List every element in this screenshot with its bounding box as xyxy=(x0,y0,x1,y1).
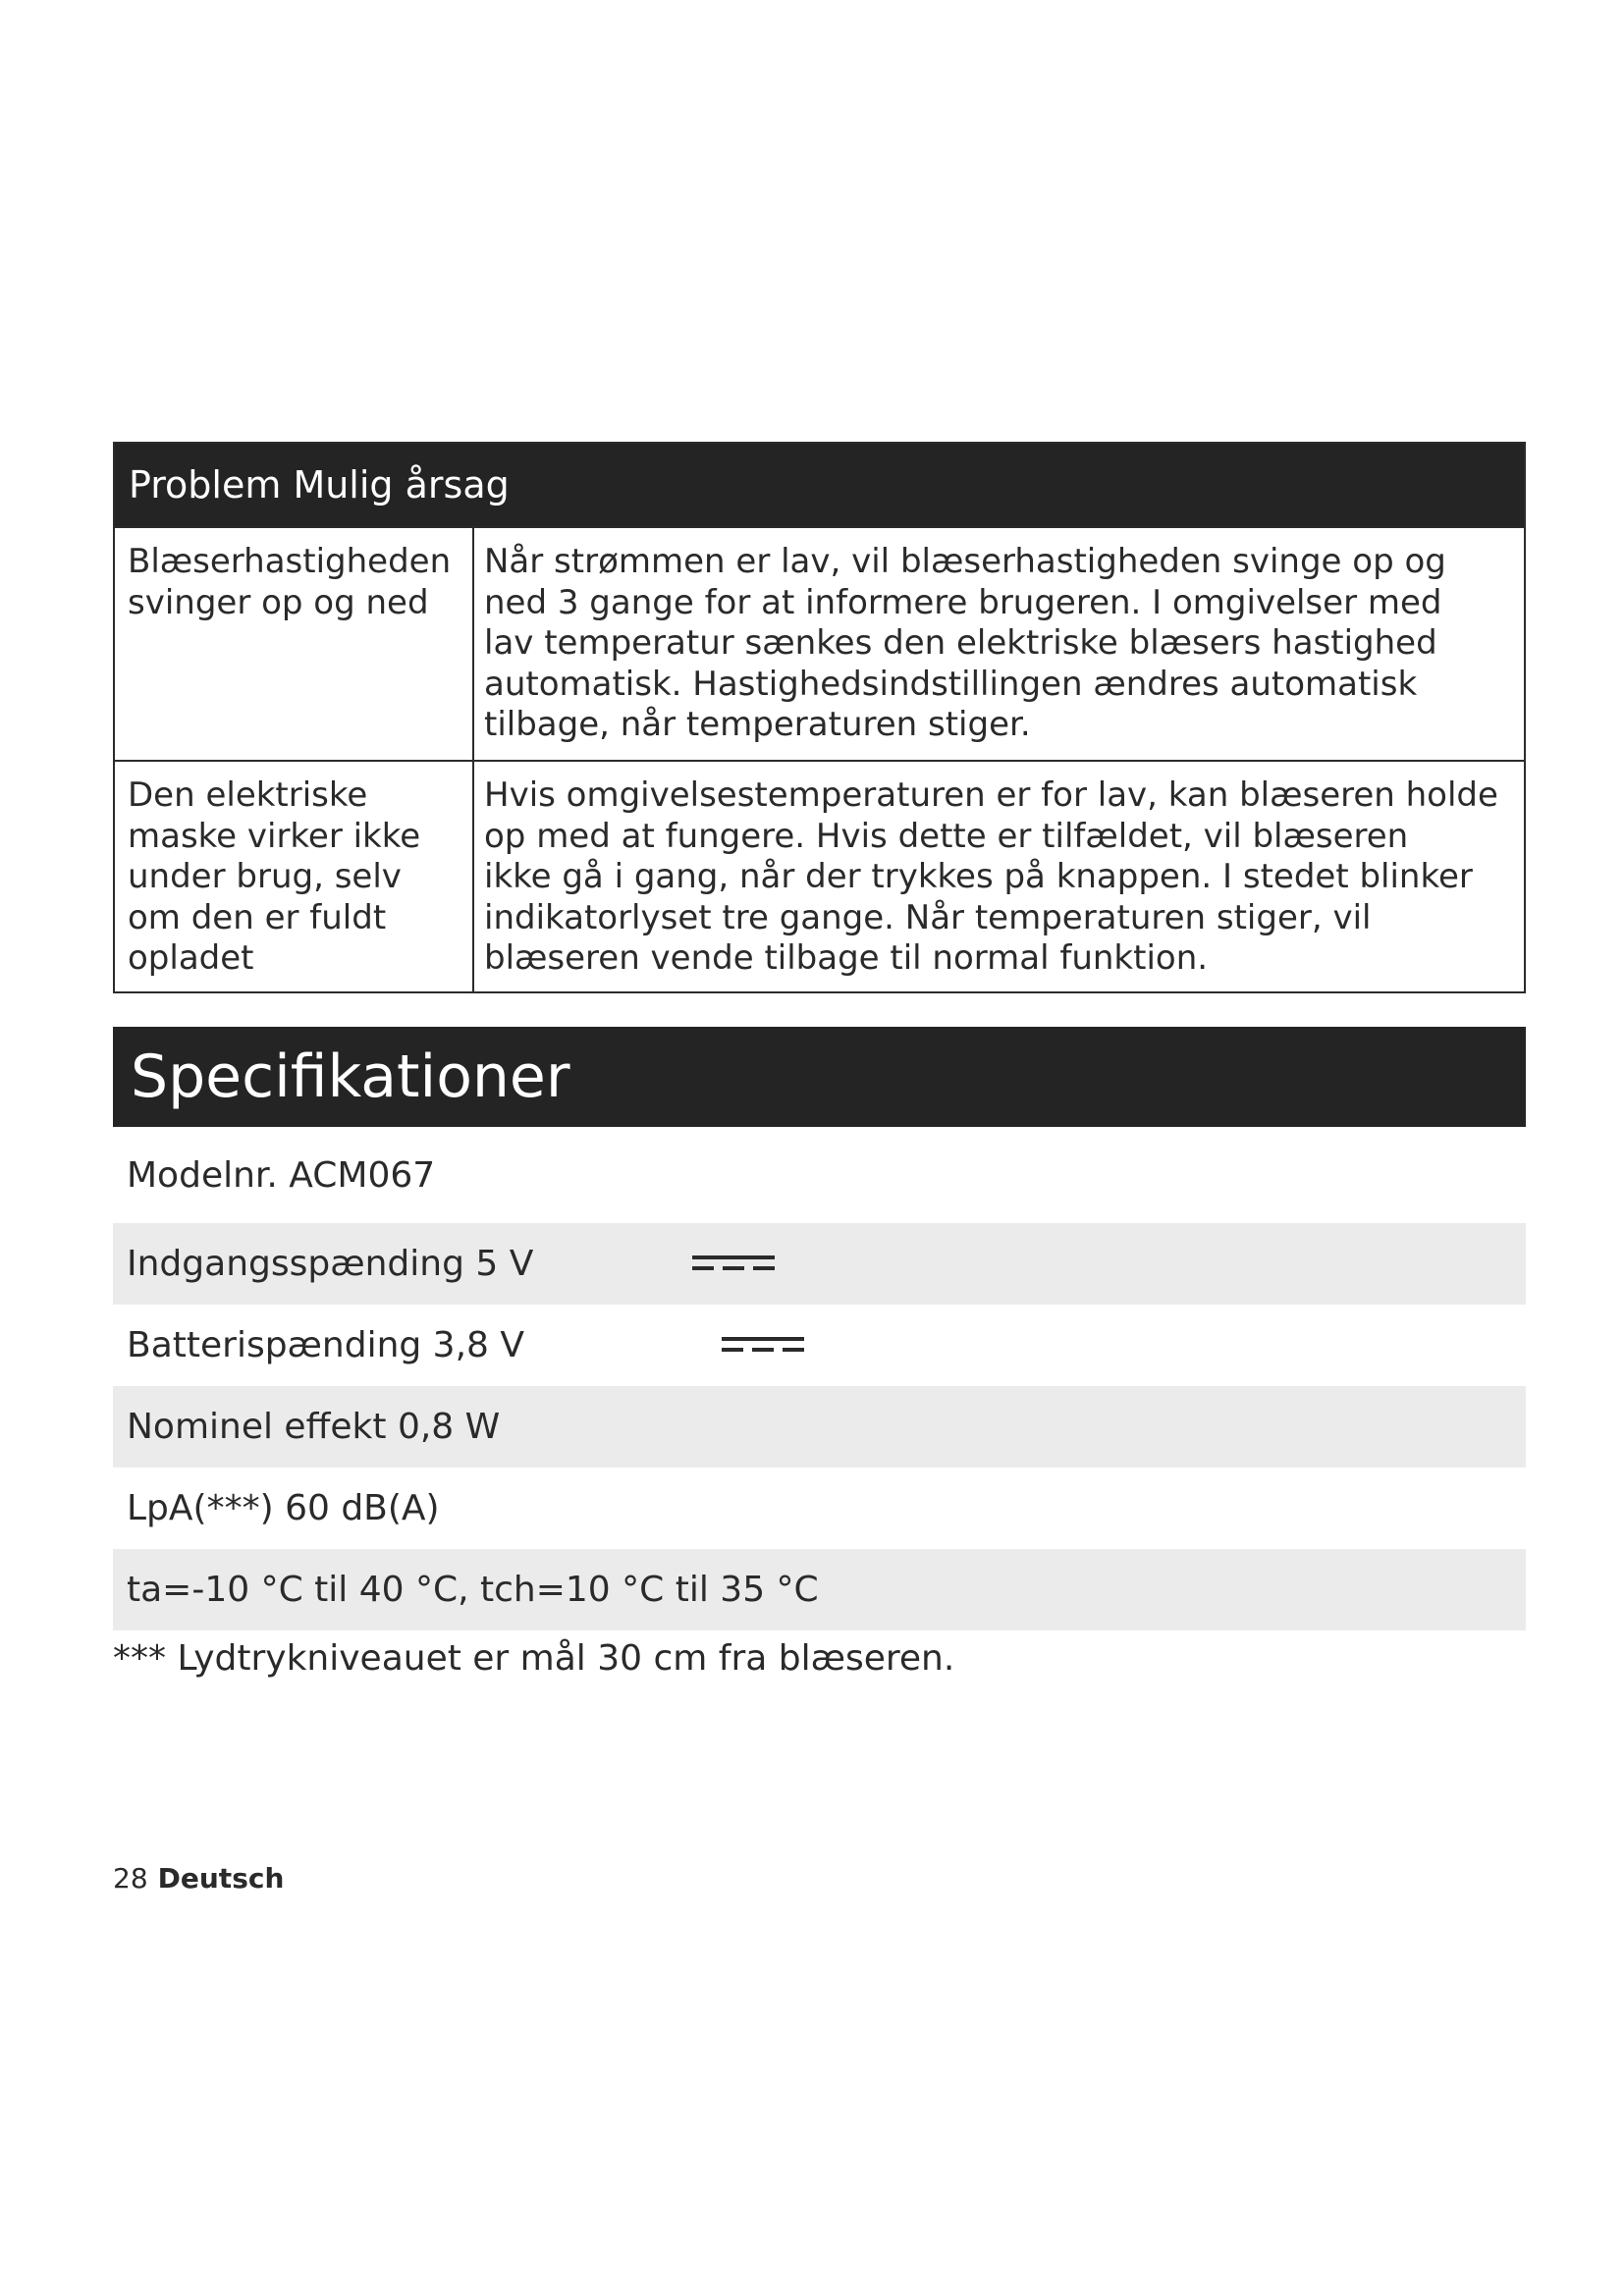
spec-text: Batterispænding 3,8 V xyxy=(127,1325,524,1365)
spec-row-model xyxy=(113,1139,1526,1223)
specifications-list xyxy=(113,1139,1526,1630)
page-footer xyxy=(113,1861,284,1896)
troubleshooting-header: Problem Mulig årsag xyxy=(115,444,1524,526)
spec-text: LpA(***) 60 dB(A) xyxy=(127,1488,440,1528)
spec-row-sound-level xyxy=(113,1468,1526,1549)
problem-cell: Den elektriske maske virker ikke under brug, selv om den er fuldt opladet xyxy=(115,762,474,991)
dc-current-icon xyxy=(722,1330,804,1360)
table-row xyxy=(115,526,1524,760)
cause-cell: Hvis omgivelsestemperaturen er for lav, kan blæseren holde op med at fungere. Hvis dette er tilfældet, vil blæseren ikke gå i gang, når der trykkes på knappen. I stedet blinker indikatorlyset tre gange. Når temperaturen stiger, vil blæseren vende tilbage til normal funktion. xyxy=(484,775,1498,978)
specifications-title: Specifikationer xyxy=(113,1027,1526,1127)
spec-row-rated-power xyxy=(113,1386,1526,1468)
spec-text: Nominel effekt 0,8 W xyxy=(127,1407,501,1447)
spec-row-battery-voltage xyxy=(113,1305,1526,1386)
table-row xyxy=(115,760,1524,991)
footnote: *** Lydtrykniveauet er mål 30 cm fra blæseren. xyxy=(113,1638,955,1679)
troubleshooting-table xyxy=(113,442,1526,993)
dc-current-icon xyxy=(692,1249,775,1278)
footer-language: Deutsch xyxy=(157,1862,285,1895)
page-number: 28 xyxy=(113,1862,148,1895)
problem-cell: Blæserhastigheden svinger op og ned xyxy=(115,528,474,760)
spec-text: ta=-10 °C til 40 °C, tch=10 °C til 35 °C xyxy=(127,1570,819,1610)
spec-row-temperature xyxy=(113,1549,1526,1630)
spec-text: Indgangsspænding 5 V xyxy=(127,1244,534,1284)
spec-text: Modelnr. ACM067 xyxy=(127,1155,436,1196)
spec-row-input-voltage xyxy=(113,1223,1526,1305)
cause-cell: Når strømmen er lav, vil blæserhastigheden svinge op og ned 3 gange for at informere brugeren. I omgivelser med lav temperatur sænkes den elektriske blæsers hastighed automatisk. Hastighedsindstillingen ændres automatisk tilbage, når temperaturen stiger. xyxy=(484,542,1446,744)
